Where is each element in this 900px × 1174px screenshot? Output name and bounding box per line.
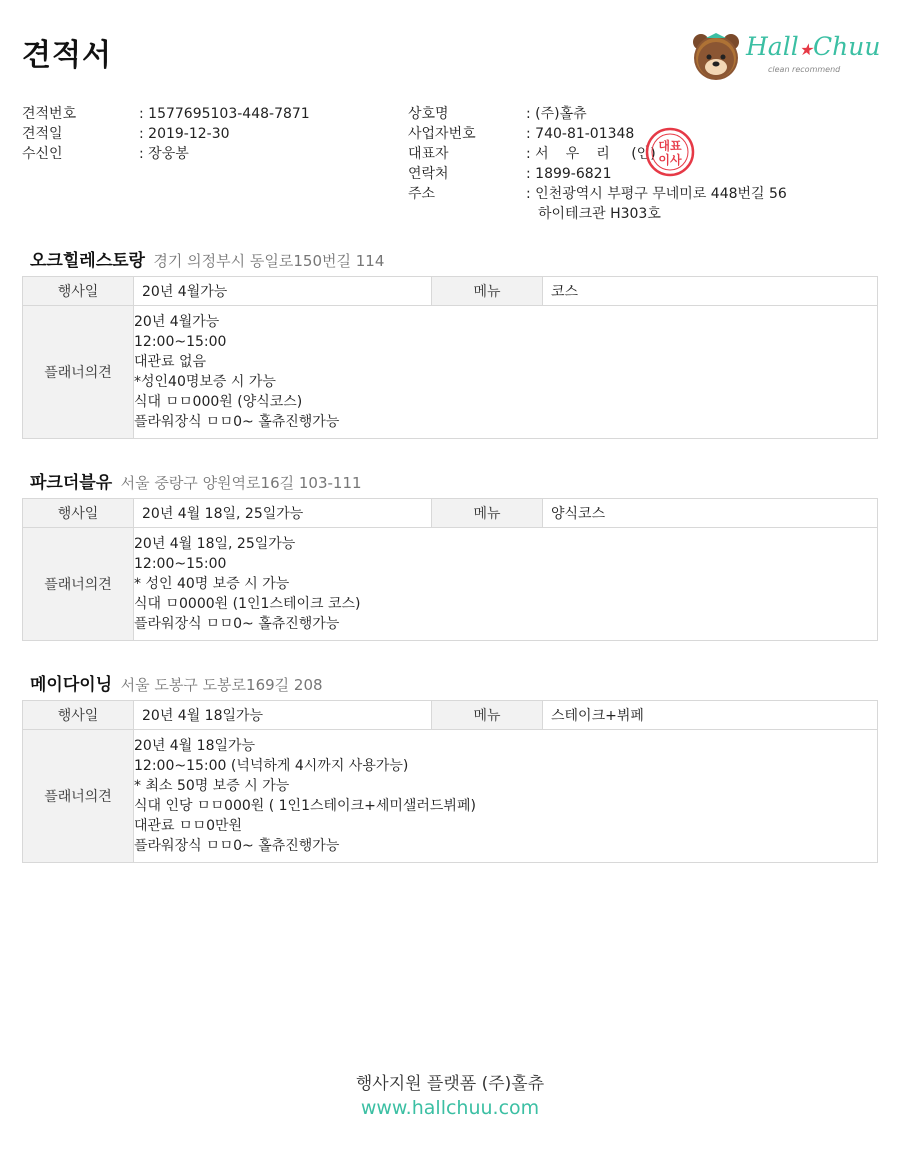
menu-label: 메뉴 <box>432 499 543 528</box>
ceo-label: 대표자 <box>408 146 449 162</box>
note-line: 20년 4월 18일, 25일가능 <box>134 536 296 552</box>
planner-notes <box>134 730 878 863</box>
quote-date-value: : 2019-12-30 <box>139 126 230 142</box>
venue-header <box>22 246 878 272</box>
venue-table <box>22 498 878 641</box>
note-line: * 최소 50명 보증 시 가능 <box>134 778 290 794</box>
address-label: 주소 <box>408 186 436 202</box>
quote-date-label: 견적일 <box>22 126 63 142</box>
note-line: 20년 4월 18일가능 <box>134 738 256 754</box>
venue-header <box>22 670 878 696</box>
planner-note-row <box>23 730 878 863</box>
venue-summary-row <box>23 499 878 528</box>
menu-label: 메뉴 <box>432 277 543 306</box>
logo-wordmark: Hall★Chuu <box>746 32 881 61</box>
quote-number-value: : 1577695103-448-7871 <box>139 106 310 122</box>
note-line: 식대 ㅁㅁ000원 (양식코스) <box>134 394 303 410</box>
venue-table <box>22 276 878 439</box>
company-info <box>408 104 878 224</box>
star-icon: ★ <box>798 40 814 59</box>
contact-row <box>408 164 878 184</box>
note-line: * 성인 40명 보증 시 가능 <box>134 576 290 592</box>
address-value: : 인천광역시 부평구 무네미로 448번길 56 <box>526 186 787 202</box>
note-line: 식대 ㅁ0000원 (1인1스테이크 코스) <box>134 596 361 612</box>
note-line: 12:00~15:00 <box>134 556 227 572</box>
address-value-2: 하이테크관 H303호 <box>538 206 661 222</box>
planner-notes <box>134 306 878 439</box>
event-date-label: 행사일 <box>23 499 134 528</box>
menu-value: 양식코스 <box>543 499 878 528</box>
company-seal-icon <box>644 126 696 178</box>
venue-section <box>22 468 878 641</box>
planner-label: 플래너의견 <box>23 306 134 439</box>
menu-value: 코스 <box>543 277 878 306</box>
planner-notes <box>134 528 878 641</box>
planner-label: 플래너의견 <box>23 528 134 641</box>
note-line: 12:00~15:00 (넉넉하게 4시까지 사용가능) <box>134 758 409 774</box>
venue-summary-row <box>23 277 878 306</box>
venue-header <box>22 468 878 494</box>
seal-mark: (인) <box>631 146 656 162</box>
footer-website-link[interactable]: www.hallchuu.com <box>360 1097 540 1119</box>
company-row <box>408 104 878 124</box>
note-line: 12:00~15:00 <box>134 334 227 350</box>
quote-number-label: 견적번호 <box>22 106 77 122</box>
recipient-label: 수신인 <box>22 146 63 162</box>
venue-address: 서울 중랑구 양원역로16길 103-111 <box>120 474 362 492</box>
quote-number-row <box>22 104 382 124</box>
venue-summary-row <box>23 701 878 730</box>
note-line: 20년 4월가능 <box>134 314 220 330</box>
planner-note-row <box>23 306 878 439</box>
note-line: 플라워장식 ㅁㅁ0~ 홀츄진행가능 <box>134 414 340 430</box>
svg-text:대표: 대표 <box>658 139 682 153</box>
event-date-label: 행사일 <box>23 277 134 306</box>
contact-label: 연락처 <box>408 166 449 182</box>
ceo-row <box>408 144 878 164</box>
svg-text:이사: 이사 <box>658 153 682 167</box>
venue-name: 오크힐레스토랑 <box>30 251 145 271</box>
address-row-2 <box>408 204 878 224</box>
event-date-value: 20년 4월 18일, 25일가능 <box>134 499 432 528</box>
hallchuu-logo <box>690 28 881 84</box>
menu-value: 스테이크+뷔페 <box>543 701 878 730</box>
business-number-label: 사업자번호 <box>408 126 476 142</box>
business-number-row <box>408 124 878 144</box>
menu-label: 메뉴 <box>432 701 543 730</box>
recipient-row <box>22 144 382 164</box>
note-line: 플라워장식 ㅁㅁ0~ 홀츄진행가능 <box>134 838 340 854</box>
ceo-colon: : <box>526 146 531 162</box>
note-line: 플라워장식 ㅁㅁ0~ 홀츄진행가능 <box>134 616 340 632</box>
venue-address: 서울 도봉구 도봉로169길 208 <box>120 676 323 694</box>
business-number-value: : 740-81-01348 <box>526 126 635 142</box>
note-line: 대관료 없음 <box>134 354 207 370</box>
address-row <box>408 184 878 204</box>
event-date-label: 행사일 <box>23 701 134 730</box>
footer-company: 행사지원 플랫폼 (주)홀츄 <box>355 1074 545 1094</box>
note-line: 대관료 ㅁㅁ0만원 <box>134 818 243 834</box>
event-date-value: 20년 4월가능 <box>134 277 432 306</box>
bear-mascot-icon <box>690 30 742 82</box>
quote-date-row <box>22 124 382 144</box>
company-label: 상호명 <box>408 106 449 122</box>
document-title: 견적서 <box>22 38 112 73</box>
venue-section <box>22 246 878 439</box>
venue-name: 메이다이닝 <box>30 675 113 695</box>
venue-address: 경기 의정부시 동일로150번길 114 <box>153 252 385 270</box>
venue-name: 파크더블유 <box>30 473 113 493</box>
recipient-value: : 장웅봉 <box>139 146 189 162</box>
company-value: : (주)홀츄 <box>526 106 587 122</box>
venue-table <box>22 700 878 863</box>
quote-info <box>22 104 382 164</box>
ceo-value: 서우리 <box>535 146 627 162</box>
logo-tagline: clean recommend <box>768 65 841 74</box>
venue-section <box>22 670 878 863</box>
note-line: *성인40명보증 시 가능 <box>134 374 276 390</box>
event-date-value: 20년 4월 18일가능 <box>134 701 432 730</box>
note-line: 식대 인당 ㅁㅁ000원 ( 1인1스테이크+세미샐러드뷔페) <box>134 798 476 814</box>
planner-label: 플래너의견 <box>23 730 134 863</box>
contact-value: : 1899-6821 <box>526 166 612 182</box>
planner-note-row <box>23 528 878 641</box>
